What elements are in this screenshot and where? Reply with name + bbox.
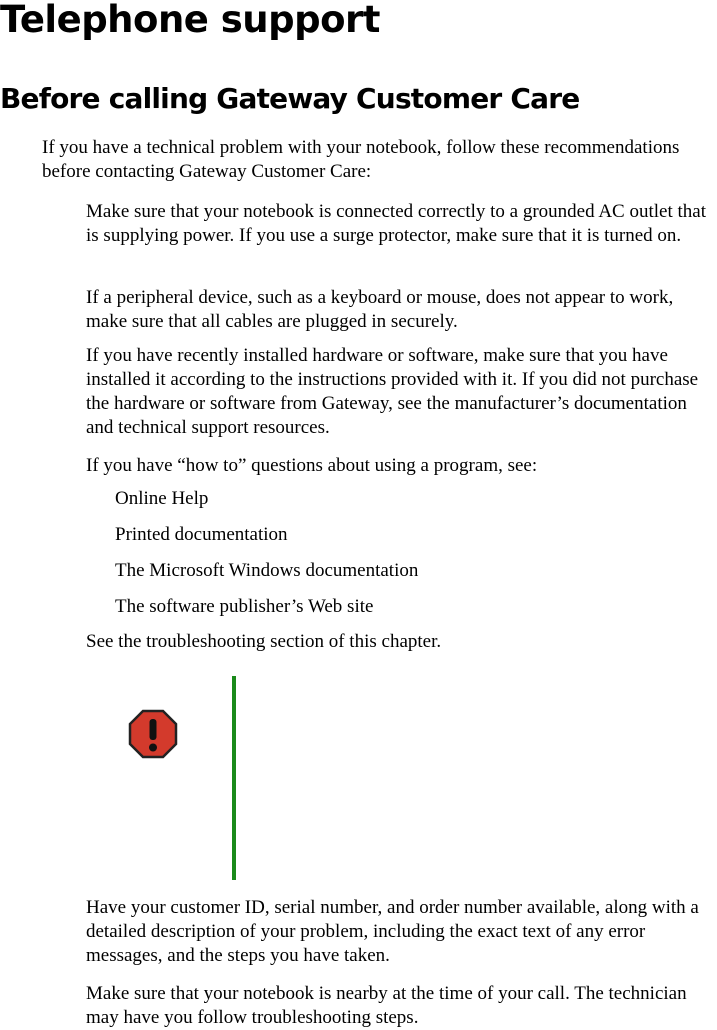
sub-item-online-help: Online Help <box>115 488 209 509</box>
list-item-hardware-software: If you have recently installed hardware or software, make sure that you have installed it according to the instructions provided with it. If you did not purchase the hardware or software from Gateway, see the manufacturer’s documentation and technical support resources. <box>86 345 699 438</box>
warning-exclamation-dot <box>149 744 157 752</box>
list-item-nearby: Make sure that your notebook is nearby at the time of your call. The technician may have you follow troubleshooting steps. <box>86 983 687 1028</box>
sub-item-windows-docs: The Microsoft Windows documentation <box>115 560 419 581</box>
warning-exclamation-bar <box>150 719 157 740</box>
warning-stop-icon <box>128 709 178 759</box>
list-item-power: Make sure that your notebook is connected correctly to a grounded AC outlet that is supplying power. If you use a surge protector, make sure that it is turned on. <box>86 201 706 246</box>
list-item-peripheral: If a peripheral device, such as a keyboard or mouse, does not appear to work, make sure that all cables are plugged in securely. <box>86 287 674 332</box>
sub-item-publisher-site: The software publisher’s Web site <box>115 596 374 617</box>
section-title: Before calling Gateway Customer Care <box>0 82 580 115</box>
list-item-how-to: If you have “how to” questions about using a program, see: <box>86 455 538 476</box>
sub-item-printed-docs: Printed documentation <box>115 524 288 545</box>
list-item-customer-id: Have your customer ID, serial number, and order number available, along with a detailed description of your problem, including the exact text of any error messages, and the steps you have taken. <box>86 897 699 966</box>
list-item-troubleshooting: See the troubleshooting section of this chapter. <box>86 631 442 652</box>
page-title: Telephone support <box>0 0 380 41</box>
intro-paragraph: If you have a technical problem with your notebook, follow these recommendations before contacting Gateway Customer Care: <box>42 137 680 182</box>
warning-divider-bar <box>232 676 236 880</box>
